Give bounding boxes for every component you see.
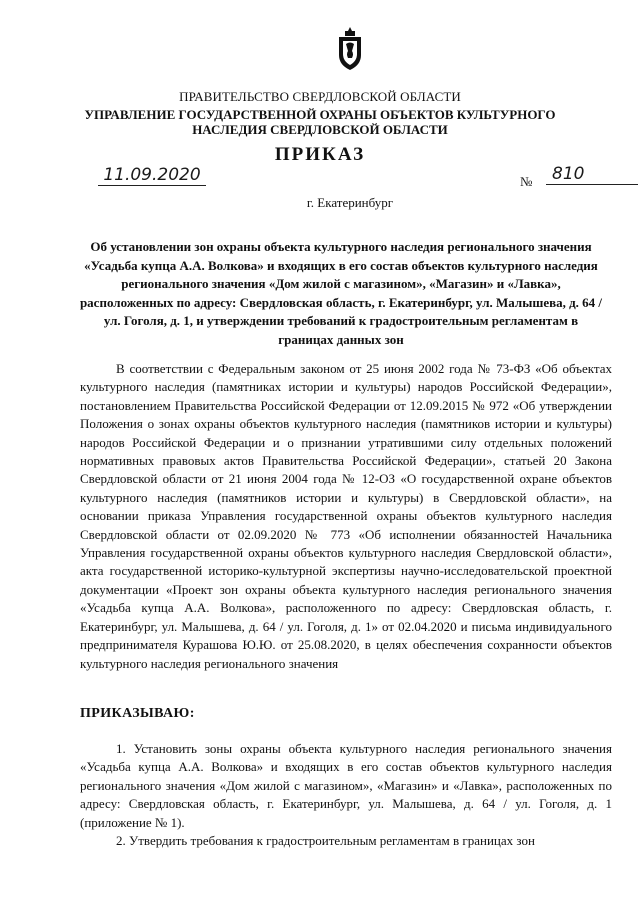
number-label: № [520, 174, 533, 189]
city: г. Екатеринбург [306, 195, 394, 210]
document-type: ПРИКАЗ [274, 144, 366, 165]
order-word: ПРИКАЗЫВАЮ: [80, 706, 195, 721]
document-number: 810 [546, 164, 638, 185]
government-name: ПРАВИТЕЛЬСТВО СВЕРДЛОВСКОЙ ОБЛАСТИ [179, 89, 461, 104]
preamble-paragraph: В соответствии с Федеральным законом от 25 июня 2002 года № 73-ФЗ «Об объектах культурного наследия (памятниках истории и культуры) народов Российской Федерации», постановлением Правительства Российской Федерации от 12.09.2015 № 972 «Об утверждении Положения о зонах охраны объектов культурного наследия (памятников истории и культуры) народов Российской Федерации и о признании утратившими силу отдельных положений нормативных правовых актов Правительства Российской Федерации», статьей 20 Закона Свердловской области от 21 июня 2004 года № 12-ОЗ «О государственной охране объектов культурного наследия (памятников истории и культуры) в Свердловской области», на основании приказа Управления государственной охраны объектов культурного наследия Свердловской области от 02.09.2020 № 773 «Об исполнении обязанностей Начальника Управления государственной охраны объектов культурного наследия Свердловской области», акта государственной историко-культурной экспертизы научно-исследовательской проектной документации «Проект зон охраны объекта культурного наследия регионального значения «Усадьба купца А.А. Волкова», расположенного по адресу: Свердловская область, г. Екатеринбург, ул. Малышева, д. 64 / ул. Гоголя, д. 1» от 02.04.2020 и письма индивидуального предпринимателя Курашова Ю.Ю. от 25.08.2020, в целях обеспечения сохранности объектов культурного наследия регионального значения [80, 361, 612, 671]
department-name: УПРАВЛЕНИЕ ГОСУДАРСТВЕННОЙ ОХРАНЫ ОБЪЕКТОВ КУЛЬТУРНОГО НАСЛЕДИЯ СВЕРДЛОВСКОЙ ОБЛАСТИ [84, 107, 556, 137]
document-subject: Об установлении зон охраны объекта культурного наследия регионального значения «Усадьба купца А.А. Волкова» и входящих в его состав объектов культурного наследия регионального значения «Дом жилой с магазином», «Магазин» и «Лавка», расположенных по адресу: Свердловская область, г. Екатеринбург, ул. Малышева, д. 64 / ул. Гоголя, д. 1, и утверждении требований к градостроительным регламентам в границах данных зон [79, 239, 603, 347]
coat-of-arms-icon [336, 27, 364, 71]
order-items [80, 740, 612, 850]
order-item: 2. Утвердить требования к градостроительным регламентам в границах зон [116, 833, 535, 849]
order-item: 1. Установить зоны охраны объекта культурного наследия регионального значения «Усадьба купца А.А. Волкова» и входящих в его состав объектов культурного наследия регионального значения «Дом жилой с магазином», «Магазин» и «Лавка», расположенных по адресу: Свердловская область, г. Екатеринбург, ул. Малышева, д. 64 / ул. Гоголя, д. 1 (приложение № 1). [80, 741, 612, 830]
document-date: 11.09.2020 [98, 165, 206, 186]
